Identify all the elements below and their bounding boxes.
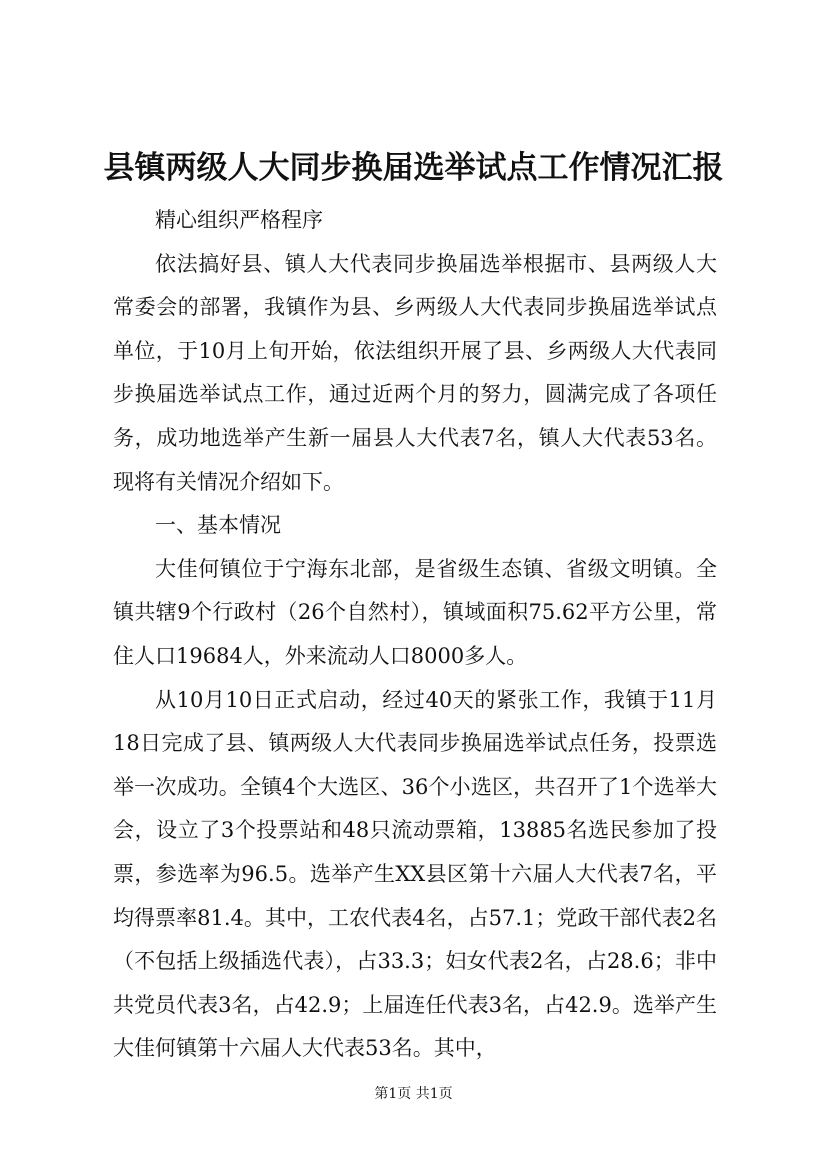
document-title: 县镇两级人大同步换届选举试点工作情况汇报 bbox=[103, 150, 724, 186]
document-body bbox=[113, 199, 717, 1071]
section-heading: 一、基本情况 bbox=[155, 513, 281, 538]
paragraph-subtitle: 精心组织严格程序 bbox=[155, 208, 323, 232]
page-footer: 第1页 共1页 bbox=[374, 1086, 453, 1102]
paragraph-election-results: 从10月10日正式启动，经过40天的紧张工作，我镇于11月18日完成了县、镇两级人大代表同步换届选举试点任务，投票选举一次成功。全镇4个大选区、36个小选区，共召开了1个选举大会，设立了3个投票站和48只流动票箱，13885名选民参加了投票，参选率为96.5。选举产生XX县区第十六届人大代表7名，平均得票率81.4。其中，工农代表4名，占57.1；党政干部代表2名（不包括上级插选代表），占33.3；妇女代表2名，占28.6；非中共党员代表3名，占42.9；上届连任代表3名，占42.9。选举产生大佳何镇第十六届人大代表53名。其中， bbox=[113, 687, 717, 1061]
paragraph-basic-info: 大佳何镇位于宁海东北部，是省级生态镇、省级文明镇。全镇共辖9个行政村（26个自然村），镇域面积75.62平方公里，常住人口19684人，外来流动人口8000多人。 bbox=[113, 556, 717, 668]
paragraph-intro: 依法搞好县、镇人大代表同步换届选举根据市、县两级人大常委会的部署，我镇作为县、乡两级人大代表同步换届选举试点单位，于10月上旬开始，依法组织开展了县、乡两级人大代表同步换届选举试点工作，通过近两个月的努力，圆满完成了各项任务，成功地选举产生新一届县人大代表7名，镇人大代表53名。现将有关情况介绍如下。 bbox=[113, 251, 717, 494]
